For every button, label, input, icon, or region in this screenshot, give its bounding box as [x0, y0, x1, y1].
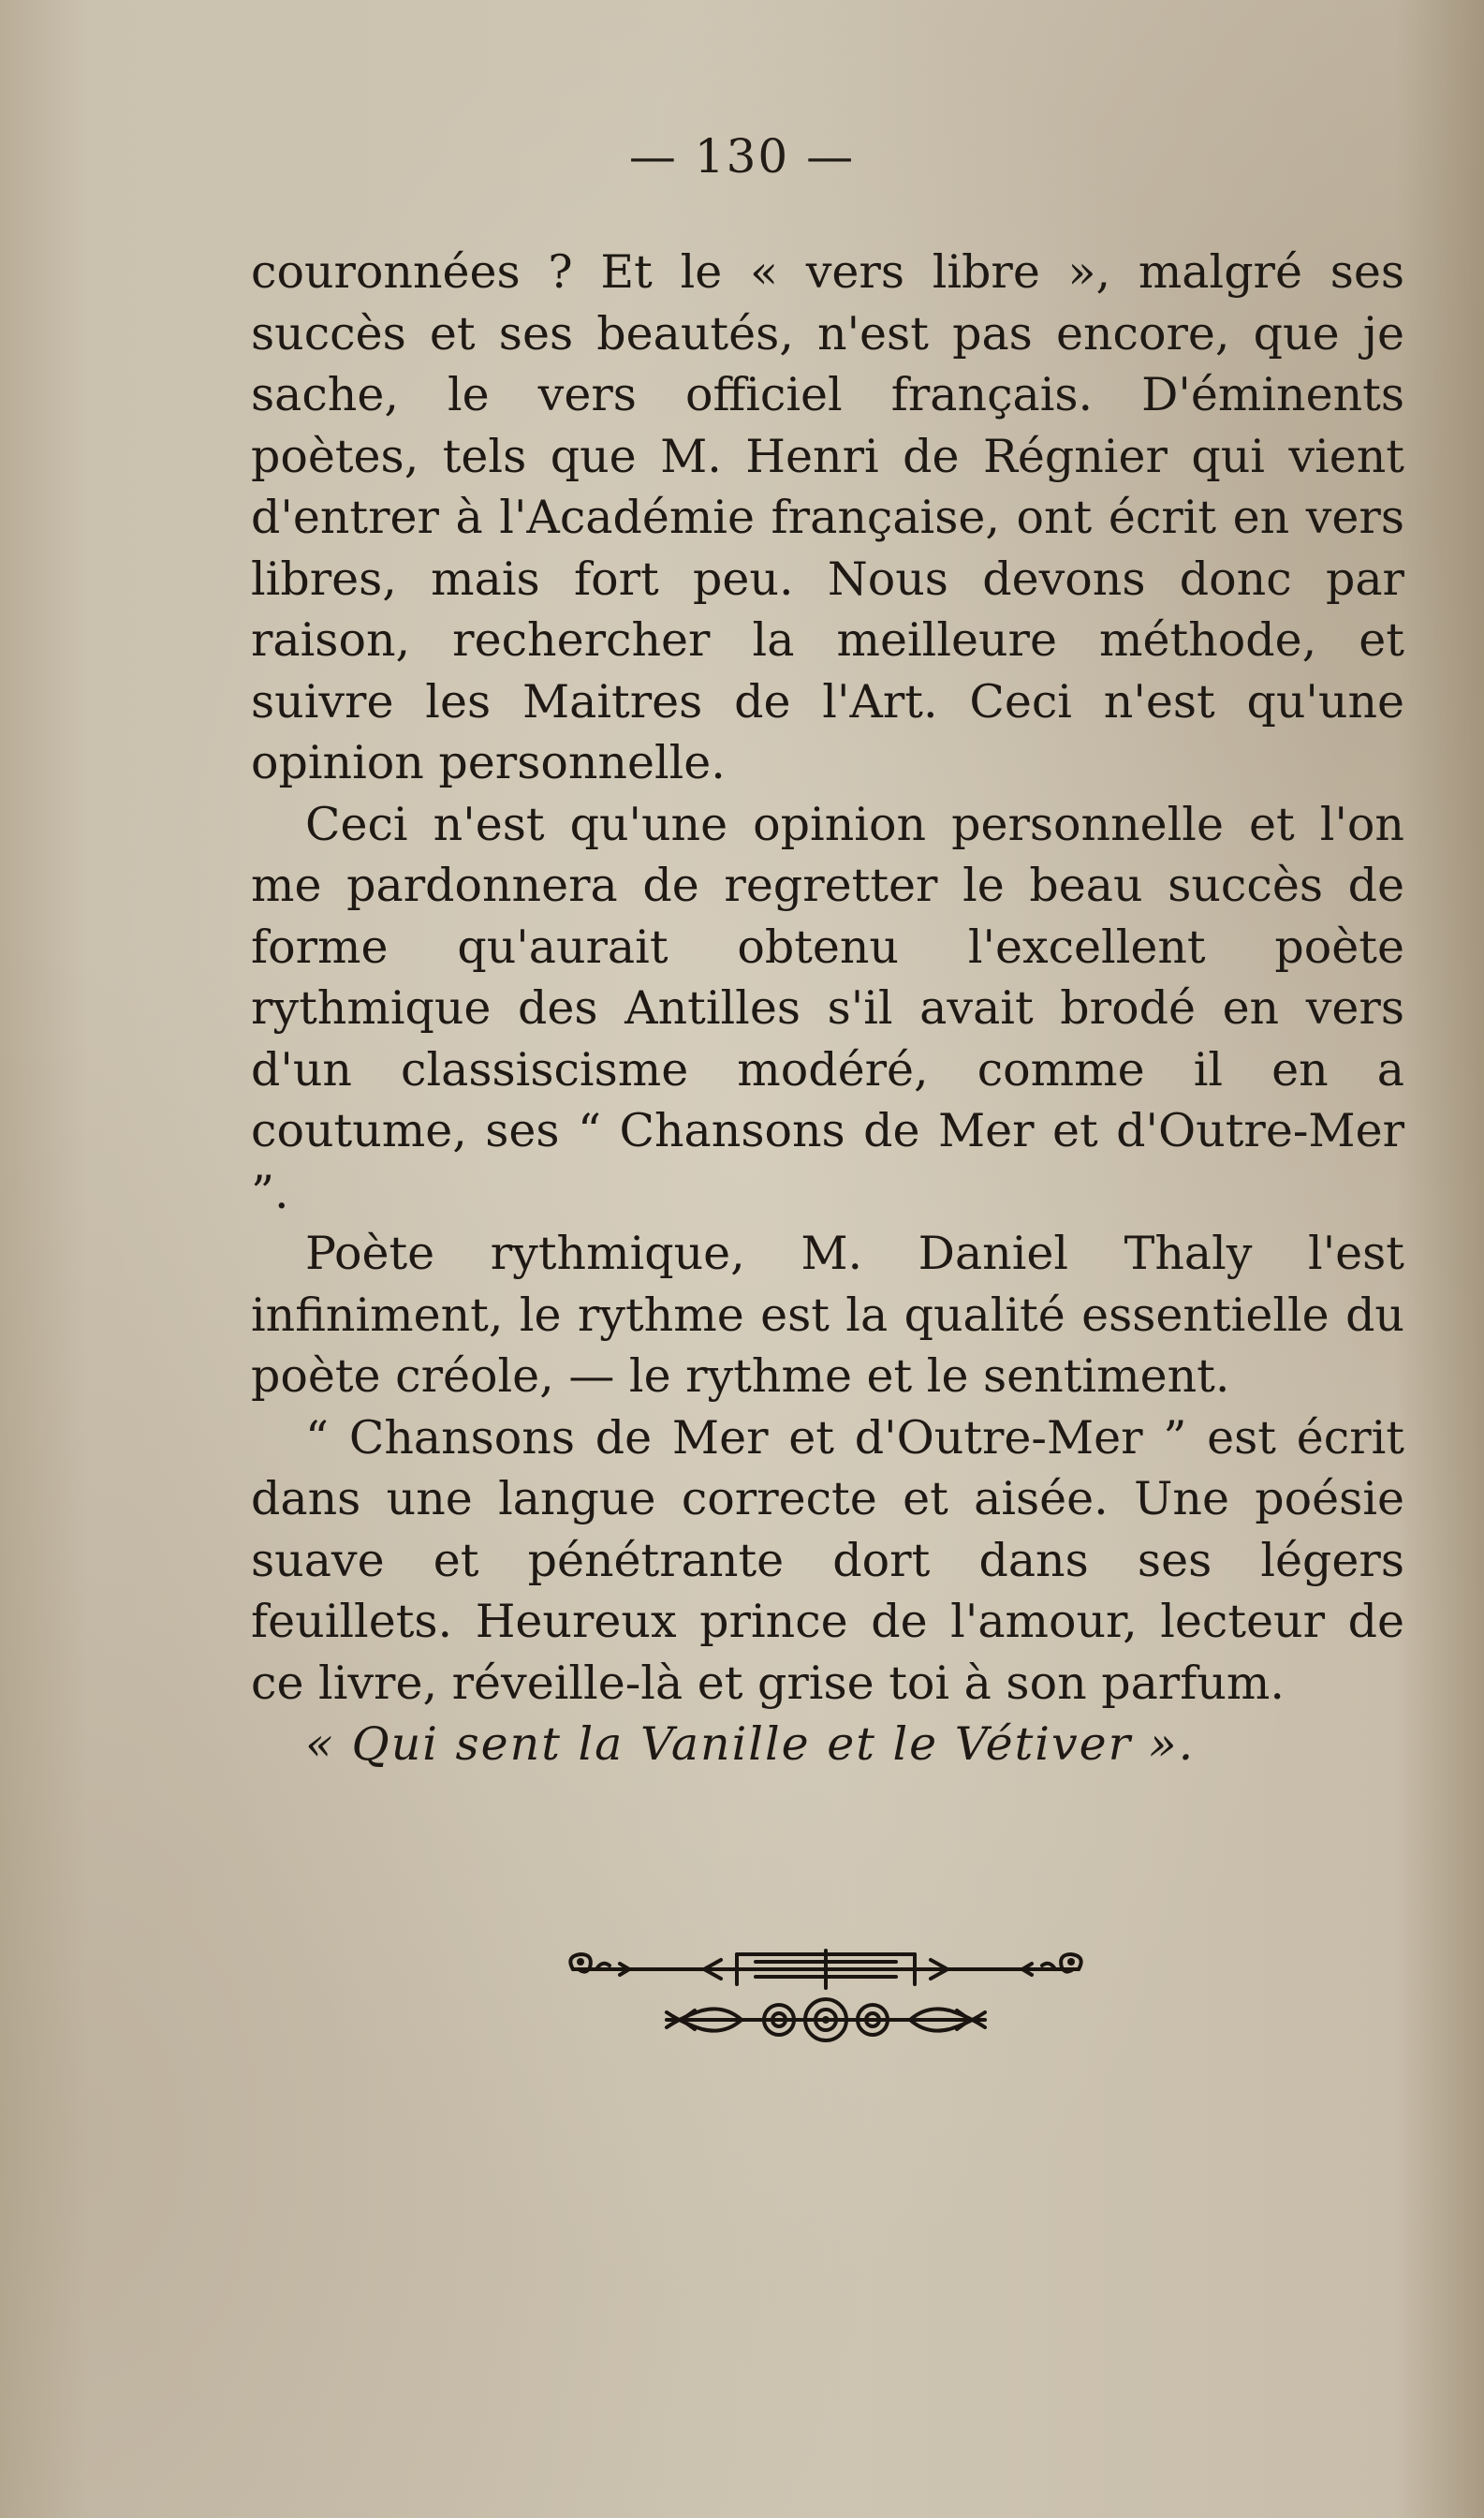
paragraph-2: Ceci n'est qu'une opinion personnelle et l'on me pardonnera de regretter le beau succès de forme qu'aurait obtenu l'excellent poète rythmique des Antilles s'il avait brodé en vers d'un classiscisme modéré, comme il en a coutume, ses “ Chansons de Mer et d'Outre-Mer ”.: [251, 797, 1404, 1219]
fleuron-ornament-icon: [554, 1934, 1097, 2055]
page-number: — 130 —: [628, 129, 856, 184]
closing-quote: « Qui sent la Vanille et le Vétiver ».: [305, 1717, 1196, 1771]
paragraph-4: “ Chansons de Mer et d'Outre-Mer ” est écrit dans une langue correcte et aisée. Une poésie suave et pénétrante dort dans ses légers feuillets. Heureux prince de l'amour, lecteur de ce livre, réveille-là et grise toi à son parfum.: [251, 1410, 1404, 1710]
body-text: [251, 242, 1404, 1775]
paragraph-3: Poète rythmique, M. Daniel Thaly l'est infiniment, le rythme est la qualité essentielle du poète créole, — le rythme et le sentiment.: [251, 1227, 1404, 1403]
paragraph-1: couronnées ? Et le « vers libre », malgré ses succès et ses beautés, n'est pas encore, que je sache, le vers officiel français. D'éminents poètes, tels que M. Henri de Régnier qui vient d'entrer à l'Académie française, ont écrit en vers libres, mais fort peu. Nous devons donc par raison, rechercher la meilleure méthode, et suivre les Maitres de l'Art. Ceci n'est qu'une opinion personnelle.: [251, 245, 1404, 789]
